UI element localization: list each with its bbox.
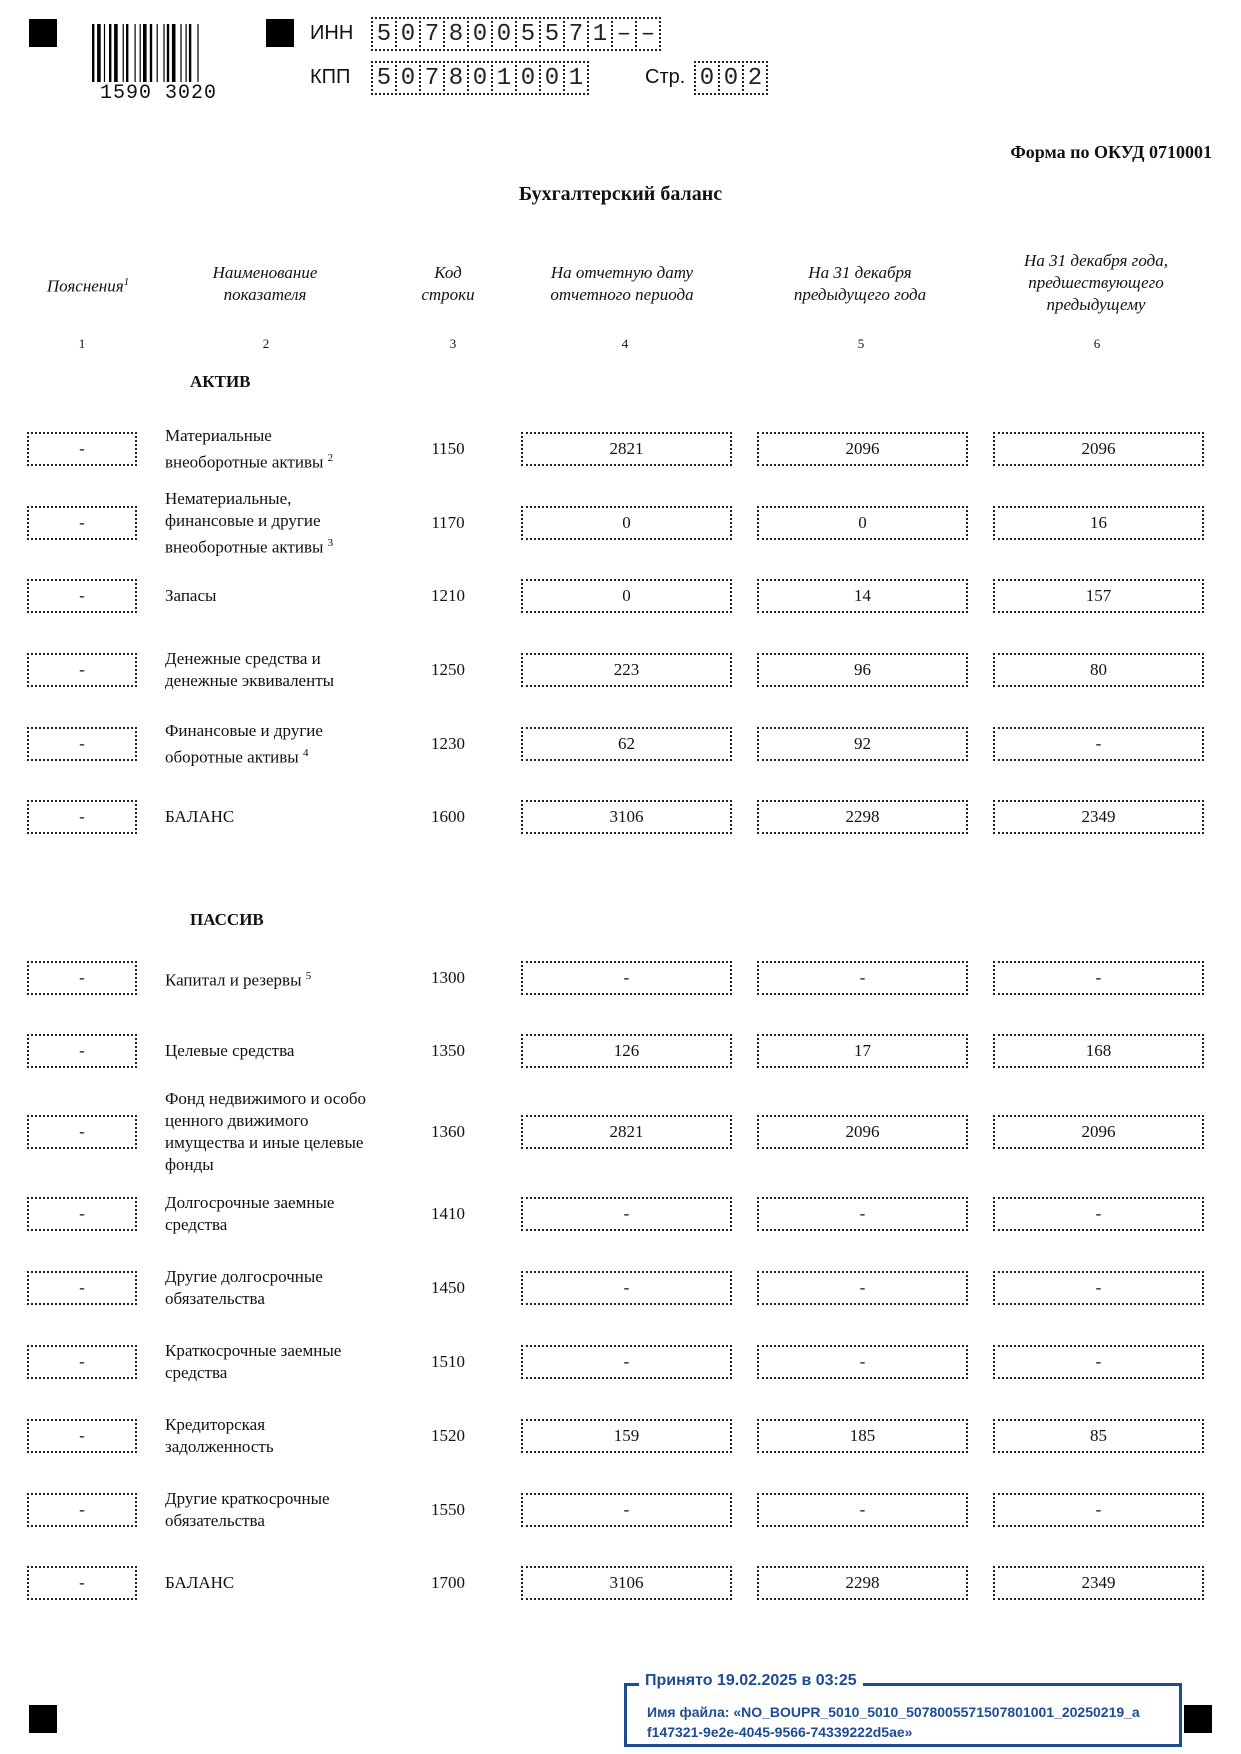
row-code: 1410 (431, 1204, 465, 1223)
col-num-3: 3 (449, 336, 457, 351)
note-field: - (27, 1566, 137, 1600)
barcode-bar (143, 24, 147, 82)
value-current: - (521, 1271, 732, 1305)
row-name-text: Фонд недвижимого и особо ценного движимого имущества и иные целевые фонды (165, 1089, 366, 1174)
note-field: - (27, 579, 137, 613)
value-current: 0 (521, 506, 732, 540)
value-prev-year: 17 (757, 1034, 968, 1068)
row-code: 1700 (431, 1573, 465, 1592)
stamp-filename: Имя файла: «NO_BOUPR_5010_5010_507800557150780100​1_20250219_a f147321-9e2e-4045-9566-74339222d5ae» (647, 1704, 1140, 1740)
row-name-text: Целевые средства (165, 1041, 295, 1060)
row-name-text: Материальные внеоборотные активы (165, 425, 324, 472)
row-code: 1450 (431, 1278, 465, 1297)
value-current: 62 (521, 727, 732, 761)
note-field: - (27, 961, 137, 995)
value-preprev-year: 157 (993, 579, 1204, 613)
barcode-bars (92, 24, 230, 82)
page-label: Стр. (645, 66, 686, 88)
page-digit-cell: 0 (718, 61, 744, 95)
barcode-bar (180, 24, 181, 82)
row-name-wrap (165, 1488, 375, 1532)
value-preprev-year: 2349 (993, 1566, 1204, 1600)
inn-digit-cell: 8 (443, 17, 469, 51)
value-preprev-year: 2096 (993, 432, 1204, 466)
row-code: 1300 (431, 968, 465, 987)
note-field: - (27, 1419, 137, 1453)
barcode-bar (104, 24, 105, 82)
col-head-prev: На 31 декабря предыдущего года (793, 263, 927, 304)
col-head-current: На отчетную дату отчетного периода (550, 263, 694, 304)
col-num-1: 1 (78, 336, 86, 351)
row-name (165, 1536, 375, 1630)
value-current: 223 (521, 653, 732, 687)
stamp-title: Принято 19.02.2025 в 03:25 (639, 1672, 863, 1690)
col-head-preprev: На 31 декабря года, предшествующего предыдущему (1024, 251, 1168, 314)
inn-digit-cell: 1 (587, 17, 613, 51)
value-preprev-year: 2096 (993, 1115, 1204, 1149)
inn-digit-cell: 7 (419, 17, 445, 51)
col-head-notes-sup: 1 (123, 275, 130, 288)
row-name-wrap (165, 1192, 375, 1236)
row-code: 1350 (431, 1041, 465, 1060)
barcode-bar (126, 24, 128, 82)
value-prev-year: - (757, 1271, 968, 1305)
inn-digit-cell: 5 (371, 17, 397, 51)
corner-marker-bottom-right (1184, 1705, 1212, 1733)
value-preprev-year: 80 (993, 653, 1204, 687)
barcode-bar (140, 24, 141, 82)
barcode-bar (172, 24, 176, 82)
row-name-footnote: 4 (302, 746, 309, 759)
row-name-wrap (165, 1040, 294, 1062)
barcode-bar (109, 24, 111, 82)
value-prev-year: 2096 (757, 432, 968, 466)
value-preprev-year: - (993, 961, 1204, 995)
kpp-digit-cell: 5 (371, 61, 397, 95)
row-name-text: Краткосрочные заемные средства (165, 1341, 342, 1382)
form-code: Форма по ОКУД 0710001 (1010, 142, 1212, 162)
kpp-cells (371, 61, 587, 95)
row-name-wrap (165, 648, 375, 692)
value-preprev-year: - (993, 1345, 1204, 1379)
row-code: 1210 (431, 586, 465, 605)
row-code: 1150 (431, 439, 465, 458)
value-preprev-year: 85 (993, 1419, 1204, 1453)
value-prev-year: 92 (757, 727, 968, 761)
note-field: - (27, 1345, 137, 1379)
page-cells (694, 61, 766, 95)
barcode-bar (150, 24, 152, 82)
corner-marker-top-left (29, 19, 57, 47)
kpp-label: КПП (310, 66, 351, 88)
row-name-text: Кредиторская задолженность (165, 1415, 274, 1456)
note-field: - (27, 1115, 137, 1149)
row-name-text: БАЛАНС (165, 807, 235, 826)
col-head-code: Код строки (421, 263, 475, 304)
row-name-wrap (165, 806, 234, 828)
corner-marker-top-center (266, 19, 294, 47)
col-head-notes-text: Пояснения (46, 276, 124, 296)
barcode-bar (189, 24, 191, 82)
row-name-wrap (165, 585, 216, 607)
note-field: - (27, 1493, 137, 1527)
value-prev-year: 2096 (757, 1115, 968, 1149)
row-code: 1520 (431, 1426, 465, 1445)
col-num-6: 6 (1093, 336, 1101, 351)
page-title: Бухгалтерский баланс (518, 183, 723, 205)
row-code: 1600 (431, 807, 465, 826)
row-name-text: Другие краткосрочные обязательства (165, 1489, 330, 1530)
barcode-bar (123, 24, 124, 82)
row-code: 1230 (431, 734, 465, 753)
row-name-footnote: 5 (305, 969, 312, 982)
row-name-text: Финансовые и другие оборотные активы (165, 720, 323, 767)
page-digit-cell: 0 (694, 61, 720, 95)
value-current: - (521, 1345, 732, 1379)
value-preprev-year: 16 (993, 506, 1204, 540)
value-current: 2821 (521, 1115, 732, 1149)
row-name-text: Денежные средства и денежные эквиваленты (165, 649, 335, 690)
row-name-text: Запасы (165, 586, 217, 605)
value-prev-year: - (757, 1197, 968, 1231)
row-name-wrap (165, 1088, 375, 1176)
note-field: - (27, 1197, 137, 1231)
note-field: - (27, 1034, 137, 1068)
row-name-wrap (165, 1414, 375, 1458)
row-name-wrap (165, 488, 375, 559)
value-current: 2821 (521, 432, 732, 466)
row-name (165, 770, 375, 864)
value-current: - (521, 1197, 732, 1231)
note-field: - (27, 1271, 137, 1305)
kpp-digit-cell: 0 (467, 61, 493, 95)
kpp-digit-cell: 1 (563, 61, 589, 95)
value-prev-year: 0 (757, 506, 968, 540)
barcode-bar (135, 24, 136, 82)
col-num-2: 2 (262, 336, 270, 351)
inn-digit-cell: 0 (395, 17, 421, 51)
value-current: 0 (521, 579, 732, 613)
inn-digit-cell: 5 (515, 17, 541, 51)
barcode-bar (197, 24, 198, 82)
value-preprev-year: - (993, 1493, 1204, 1527)
value-prev-year: - (757, 1345, 968, 1379)
row-name-footnote: 3 (327, 536, 334, 549)
row-name-footnote: 2 (327, 451, 334, 464)
note-field: - (27, 506, 137, 540)
barcode-number: 1590 3020 (100, 82, 218, 105)
inn-digit-cell: 5 (539, 17, 565, 51)
value-current: 3106 (521, 1566, 732, 1600)
row-name-wrap (165, 425, 375, 474)
row-name-text: Долгосрочные заемные средства (165, 1193, 335, 1234)
value-prev-year: 2298 (757, 800, 968, 834)
col-num-4: 4 (621, 336, 629, 351)
col-head-notes (32, 262, 144, 306)
kpp-digit-cell: 7 (419, 61, 445, 95)
inn-digit-cell: – (635, 17, 661, 51)
value-prev-year: 14 (757, 579, 968, 613)
acceptance-stamp (624, 1672, 1182, 1747)
barcode-bar (167, 24, 169, 82)
note-field: - (27, 800, 137, 834)
barcode-bar (186, 24, 187, 82)
barcode (92, 24, 230, 106)
kpp-digit-cell: 0 (539, 61, 565, 95)
barcode-bar (157, 24, 158, 82)
value-preprev-year: - (993, 727, 1204, 761)
value-current: 159 (521, 1419, 732, 1453)
inn-label: ИНН (310, 22, 354, 44)
value-current: 126 (521, 1034, 732, 1068)
kpp-digit-cell: 8 (443, 61, 469, 95)
row-name-text: Нематериальные, финансовые и другие внеоборотные активы (165, 488, 324, 557)
inn-digit-cell: 7 (563, 17, 589, 51)
kpp-digit-cell: 1 (491, 61, 517, 95)
value-prev-year: - (757, 1493, 968, 1527)
barcode-bar (163, 24, 164, 82)
row-name (165, 1004, 375, 1098)
row-code: 1360 (431, 1122, 465, 1141)
corner-marker-bottom-left (29, 1705, 57, 1733)
value-prev-year: 96 (757, 653, 968, 687)
row-name-wrap (165, 965, 311, 992)
inn-digit-cell: 0 (491, 17, 517, 51)
section-title-active: АКТИВ (190, 372, 251, 391)
inn-cells (371, 17, 659, 51)
barcode-bar (92, 24, 94, 82)
value-prev-year: - (757, 961, 968, 995)
row-name-wrap (165, 720, 375, 769)
row-name-text: БАЛАНС (165, 1573, 235, 1592)
row-code: 1510 (431, 1352, 465, 1371)
value-prev-year: 2298 (757, 1566, 968, 1600)
kpp-digit-cell: 0 (395, 61, 421, 95)
kpp-digit-cell: 0 (515, 61, 541, 95)
value-preprev-year: - (993, 1271, 1204, 1305)
row-code: 1170 (431, 513, 465, 532)
row-name (165, 1085, 375, 1179)
row-name-text: Капитал и резервы (165, 970, 302, 990)
value-current: - (521, 961, 732, 995)
inn-digit-cell: – (611, 17, 637, 51)
value-current: - (521, 1493, 732, 1527)
note-field: - (27, 432, 137, 466)
note-field: - (27, 727, 137, 761)
inn-digit-cell: 0 (467, 17, 493, 51)
note-field: - (27, 653, 137, 687)
value-current: 3106 (521, 800, 732, 834)
barcode-bar (97, 24, 101, 82)
value-preprev-year: - (993, 1197, 1204, 1231)
value-preprev-year: 2349 (993, 800, 1204, 834)
row-name-wrap (165, 1266, 375, 1310)
col-head-name: Наименование показателя (212, 263, 318, 304)
section-title-passive: ПАССИВ (190, 910, 264, 929)
row-name-text: Другие долгосрочные обязательства (165, 1267, 323, 1308)
col-num-5: 5 (857, 336, 865, 351)
value-prev-year: 185 (757, 1419, 968, 1453)
row-code: 1550 (431, 1500, 465, 1519)
barcode-bar (114, 24, 118, 82)
page-digit-cell: 2 (742, 61, 768, 95)
row-code: 1250 (431, 660, 465, 679)
row-name-wrap (165, 1340, 375, 1384)
row-name-wrap (165, 1572, 234, 1594)
value-preprev-year: 168 (993, 1034, 1204, 1068)
